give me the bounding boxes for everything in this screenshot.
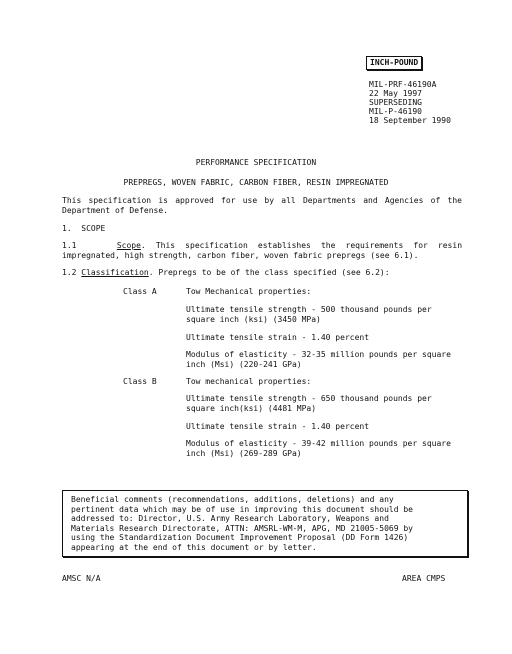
classification-title: Classification [81, 268, 149, 277]
class-b-modulus: Modulus of elasticity - 39-42 million pounds per square inch (Msi) (269-289 GPa) [186, 439, 451, 458]
scope-title: Scope [116, 241, 141, 250]
class-b-tensile-strength: Ultimate tensile strength - 650 thousand pounds per square inch(ksi) (4481 MPa) [186, 394, 432, 413]
document-identifier-block [369, 80, 451, 125]
document-heading: PERFORMANCE SPECIFICATION [195, 158, 317, 167]
superseding-label: SUPERSEDING [369, 98, 422, 107]
comments-notice-box [62, 490, 468, 557]
scope-number: 1.1 [62, 241, 77, 250]
document-number: MIL-PRF-46190A [369, 80, 437, 89]
class-b-heading: Tow mechanical properties: [186, 377, 312, 386]
classification-paragraph [62, 268, 462, 278]
class-a-tensile-strain: Ultimate tensile strain - 1.40 percent [186, 333, 370, 342]
class-a-tensile-strength: Ultimate tensile strength - 500 thousand pounds per square inch (ksi) (3450 MPa) [186, 305, 432, 324]
notice-line: appearing at the end of this document or by letter. [71, 542, 317, 552]
notice-line: Materials Research Directorate, ATTN: AMSRL-WM-M, APG, MD 21005-5069 by [71, 523, 413, 533]
class-a-heading: Tow Mechanical properties: [186, 287, 312, 296]
footer-amsc: AMSC N/A [62, 574, 101, 583]
notice-line: using the Standardization Document Improvement Proposal (DD Form 1426) [71, 533, 409, 542]
footer-area: AREA CMPS [402, 574, 446, 583]
classification-text: . Prepregs to be of the class specified (see 6.2): [148, 268, 390, 277]
notice-line: addressed to: Director, U.S. Army Research Laboratory, Weapons and [71, 514, 389, 523]
scope-text: . This specification establishes the requirements for resin impregnated, high strength, carbon fiber, woven fabric prepregs (see 6.1). [62, 241, 463, 260]
superseded-document-date: 18 September 1990 [369, 116, 451, 125]
class-b-tensile-strain: Ultimate tensile strain - 1.40 percent [186, 422, 370, 431]
class-a-label: Class A [123, 287, 157, 296]
section-heading-scope: 1. SCOPE [62, 224, 106, 233]
class-b-label: Class B [123, 377, 157, 386]
notice-line: Beneficial comments (recommendations, additions, deletions) and any [71, 495, 394, 504]
superseded-document-number: MIL-P-46190 [369, 107, 422, 116]
class-a-modulus: Modulus of elasticity - 32-35 million pounds per square inch (Msi) (220-241 GPa) [186, 350, 451, 369]
inch-pound-stamp: INCH-POUND [366, 56, 422, 70]
document-date: 22 May 1997 [369, 89, 422, 98]
notice-line: pertinent data which may be of use in improving this document should be [71, 504, 413, 514]
scope-paragraph [62, 241, 462, 261]
document-subject: PREPREGS, WOVEN FABRIC, CARBON FIBER, RESIN IMPREGNATED [123, 178, 389, 187]
approval-statement: This specification is approved for use by all Departments and Agencies of the Department of Defense. [62, 196, 462, 215]
classification-number: 1.2 [62, 268, 77, 277]
